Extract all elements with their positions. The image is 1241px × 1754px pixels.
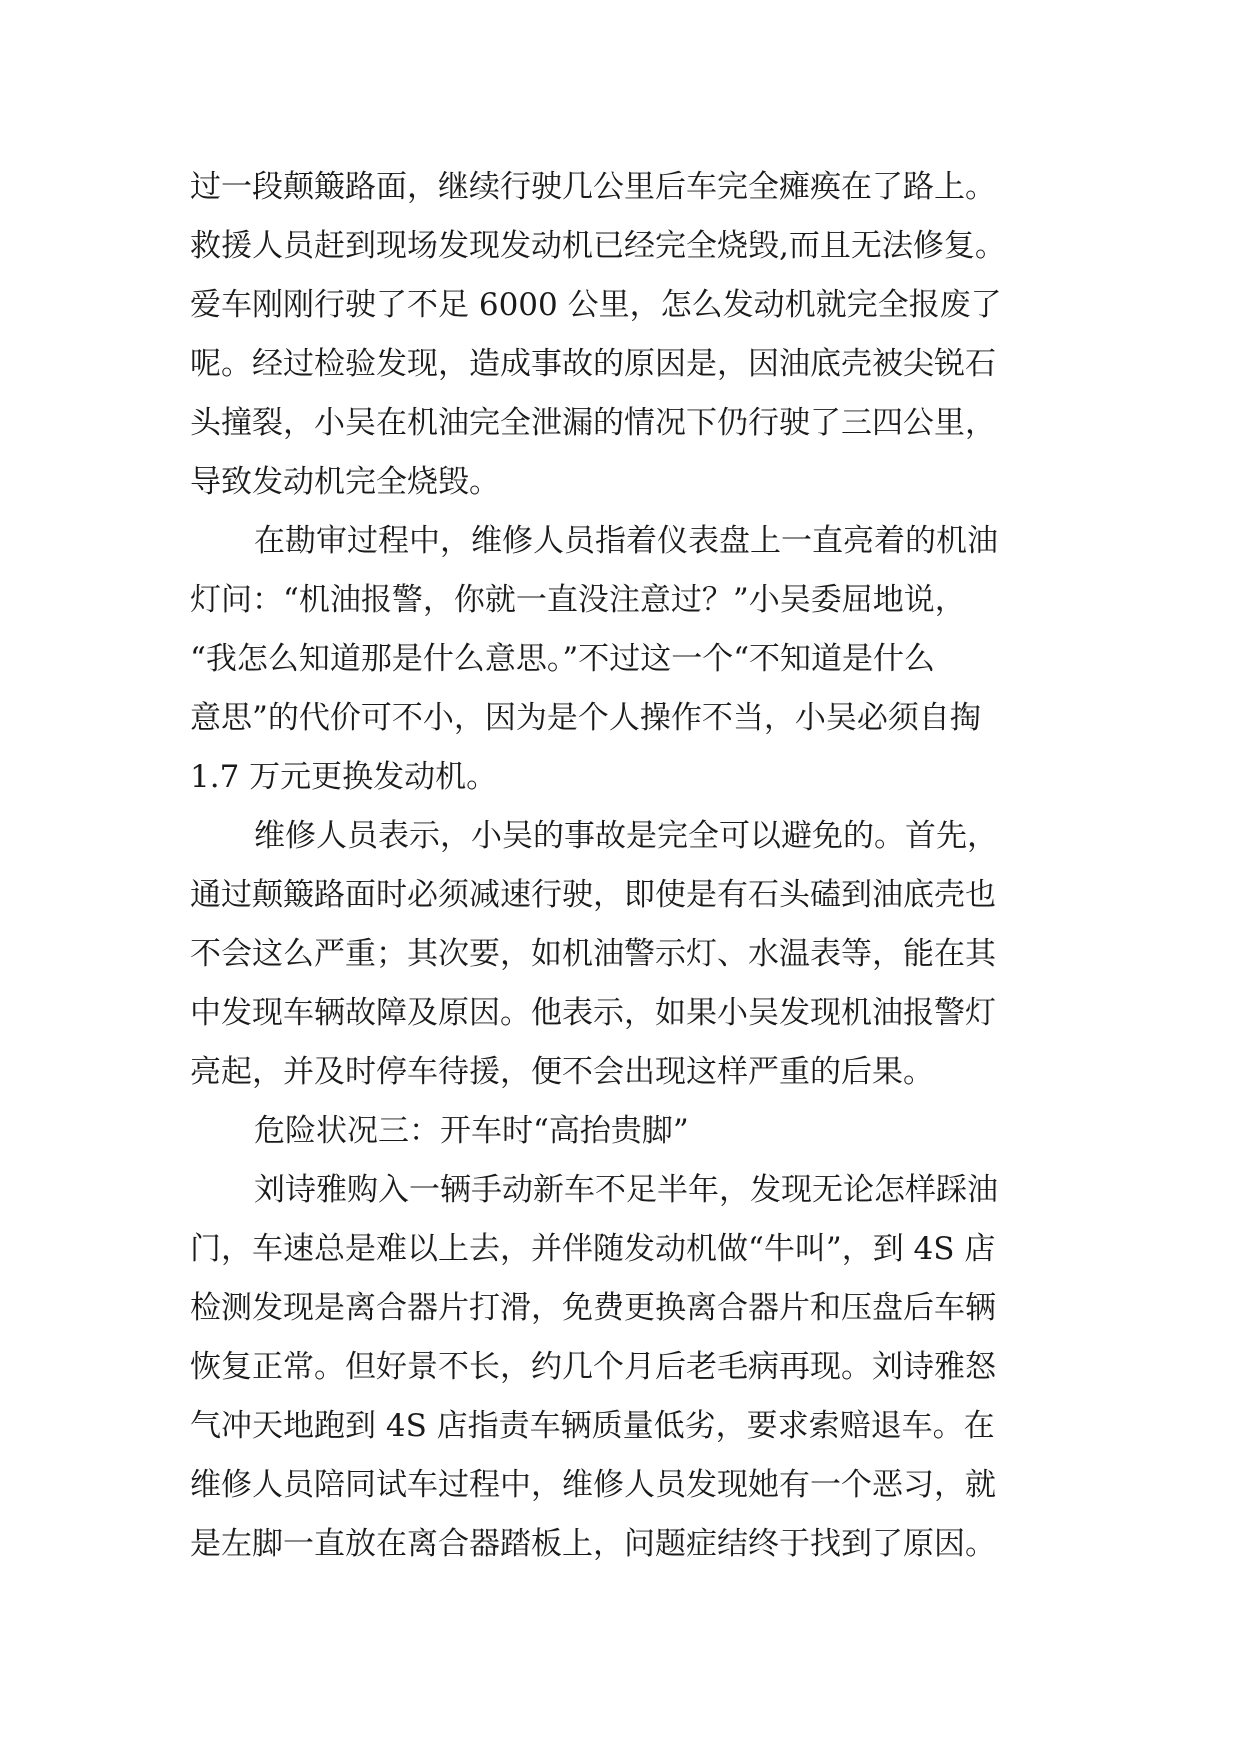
text-line: 亮起，并及时停车待援，便不会出现这样严重的后果。 [190,1054,934,1090]
text-line: 爱车刚刚行驶了不足 6000 公里，怎么发动机就完全报废了 [190,287,1002,323]
text-line: 门，车速总是难以上去，并伴随发动机做“牛叫”，到 4S 店 [190,1231,996,1267]
text-line: 导致发动机完全烧毁。 [190,464,500,500]
text-line: 1.7 万元更换发动机。 [190,759,498,795]
text-line: 恢复正常。但好景不长，约几个月后老毛病再现。刘诗雅怒 [190,1349,996,1385]
section-heading: 危险状况三：开车时“高抬贵脚” [254,1113,689,1149]
text-line: 气冲天地跑到 4S 店指责车辆质量低劣，要求索赔退车。在 [190,1408,995,1444]
text-line: 头撞裂，小吴在机油完全泄漏的情况下仍行驶了三四公里， [190,405,996,441]
text-line: 检测发现是离合器片打滑，免费更换离合器片和压盘后车辆 [190,1290,996,1326]
paragraph-first-line: 维修人员表示，小吴的事故是完全可以避免的。首先， [254,818,998,854]
text-line: 维修人员陪同试车过程中，维修人员发现她有一个恶习，就 [190,1467,996,1503]
text-line: 灯问：“机油报警，你就一直没注意过？”小吴委屈地说， [190,582,966,618]
text-line: 不会这么严重；其次要，如机油警示灯、水温表等，能在其 [190,936,996,972]
text-line: 救援人员赶到现场发现发动机已经完全烧毁,而且无法修复。 [190,228,1006,264]
paragraph-first-line: 在勘审过程中，维修人员指着仪表盘上一直亮着的机油 [254,523,998,559]
text-line: 呢。经过检验发现，造成事故的原因是，因油底壳被尖锐石 [190,346,996,382]
text-line: 意思”的代价可不小，因为是个人操作不当，小吴必须自掏 [190,700,981,736]
text-line: “我怎么知道那是什么意思。”不过这一个“不知道是什么 [190,641,936,677]
text-line: 中发现车辆故障及原因。他表示，如果小吴发现机油报警灯 [190,995,996,1031]
paragraph-first-line: 刘诗雅购入一辆手动新车不足半年，发现无论怎样踩油 [254,1172,998,1208]
text-line: 通过颠簸路面时必须减速行驶，即使是有石头磕到油底壳也 [190,877,996,913]
text-line: 是左脚一直放在离合器踏板上，问题症结终于找到了原因。 [190,1526,996,1562]
text-line: 过一段颠簸路面，继续行驶几公里后车完全瘫痪在了路上。 [190,169,996,205]
